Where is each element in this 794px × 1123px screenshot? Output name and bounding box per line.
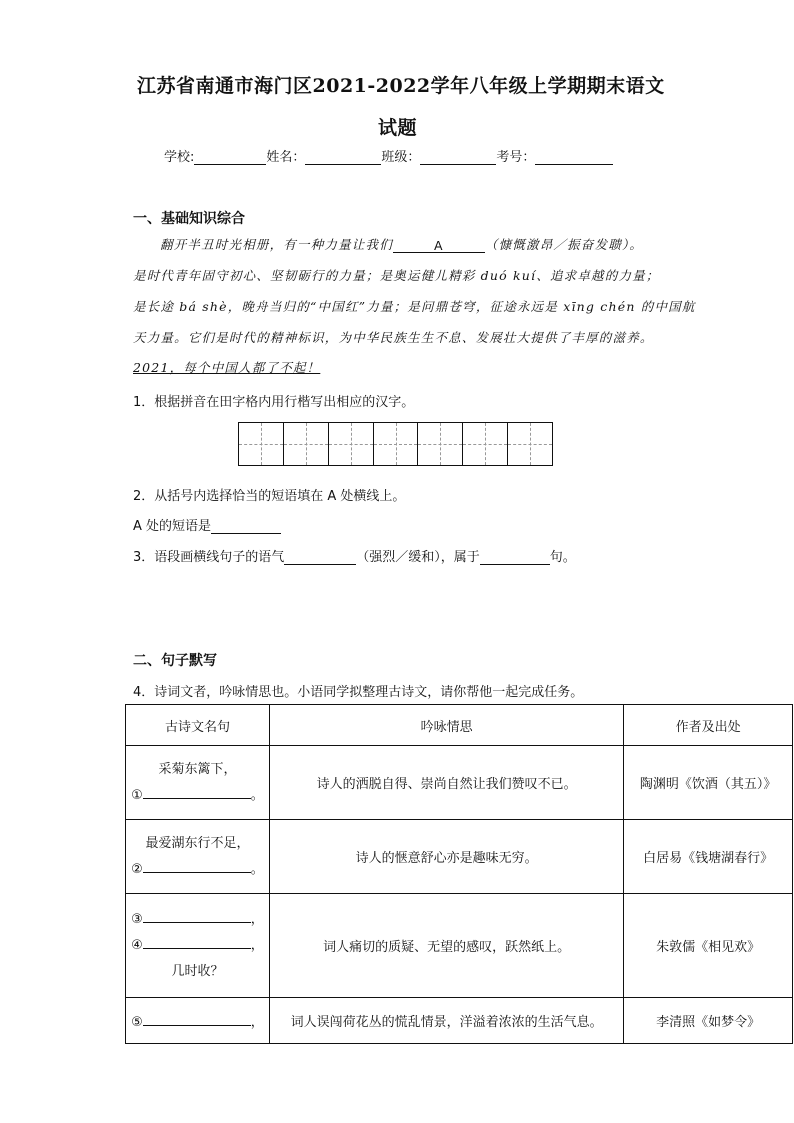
- answer-blank-5[interactable]: [143, 1012, 251, 1026]
- passage-line-5-underlined: 2021，每个中国人都了不起！: [133, 360, 321, 375]
- poem-line-cell: 采菊东篱下， ① 。: [126, 746, 270, 820]
- class-label: 班级：: [381, 150, 421, 165]
- source-cell: 朱敦儒《相见欢》: [624, 894, 793, 998]
- answer-blank-4[interactable]: [143, 935, 251, 949]
- blank-a[interactable]: A: [393, 238, 485, 253]
- question-2-answer: A 处的短语是: [133, 515, 281, 534]
- grid-cell[interactable]: [329, 423, 374, 465]
- question-2: 2．从括号内选择恰当的短语填在 A 处横线上。: [133, 489, 406, 504]
- tianzige-grid: [238, 422, 553, 466]
- section1-heading: 一、基础知识综合: [133, 211, 245, 227]
- feeling-cell: 诗人的洒脱自得、崇尚自然让我们赞叹不已。: [269, 746, 623, 820]
- source-cell: 陶渊明《饮酒（其五）》: [624, 746, 793, 820]
- grid-cell[interactable]: [284, 423, 329, 465]
- feeling-cell: 诗人的惬意舒心亦是趣味无穷。: [269, 820, 623, 894]
- poem-line-cell: ③ ， ④ ， 几时收？: [126, 894, 270, 998]
- grid-cell[interactable]: [508, 423, 552, 465]
- poem-line-cell: ⑤ ，: [126, 998, 270, 1044]
- question-4: 4．诗词文者，吟咏情思也。小语同学拟整理古诗文，请你帮他一起完成任务。: [133, 685, 584, 700]
- exam-no-field[interactable]: [535, 150, 613, 165]
- grid-cell[interactable]: [463, 423, 508, 465]
- student-info-line: [164, 146, 613, 165]
- grid-cell[interactable]: [418, 423, 463, 465]
- name-label: 姓名：: [266, 150, 306, 165]
- q3-tone-field[interactable]: [284, 550, 356, 565]
- table-row: [126, 894, 793, 998]
- table-row: [126, 820, 793, 894]
- answer-blank-3[interactable]: [143, 909, 251, 923]
- source-cell: 白居易《钱塘湖春行》: [624, 820, 793, 894]
- grid-cell[interactable]: [374, 423, 419, 465]
- page-title: 江苏省南通市海门区2021-2022学年八年级上学期期末语文: [137, 75, 665, 97]
- passage-line-1: 翻开半丑时光相册，有一种力量让我们 A （慷慨激昂／振奋发聩）。: [160, 237, 644, 253]
- table-row: [126, 746, 793, 820]
- poem-line-cell: 最爱湖东行不足， ② 。: [126, 820, 270, 894]
- table-header-row: [126, 705, 793, 746]
- school-label: 学校:: [164, 150, 195, 165]
- school-field[interactable]: [194, 150, 266, 165]
- answer-blank-2[interactable]: [143, 859, 251, 873]
- source-cell: 李清照《如梦令》: [624, 998, 793, 1044]
- grid-cell[interactable]: [239, 423, 284, 465]
- class-field[interactable]: [420, 150, 496, 165]
- feeling-cell: 词人误闯荷花丛的慌乱情景，洋溢着浓浓的生活气息。: [269, 998, 623, 1044]
- answer-blank-1[interactable]: [143, 785, 251, 799]
- page-title-line2: 试题: [378, 117, 418, 139]
- passage-line-4: 天力量。它们是时代的精神标识，为中华民族生生不息、发展壮大提供了丰厚的滋养。: [133, 330, 654, 345]
- name-field[interactable]: [305, 150, 381, 165]
- section2-heading: 二、句子默写: [133, 653, 217, 669]
- question-1: 1．根据拼音在田字格内用行楷写出相应的汉字。: [133, 395, 415, 410]
- q2-answer-field[interactable]: [211, 519, 281, 534]
- feeling-cell: 词人痛切的质疑、无望的感叹，跃然纸上。: [269, 894, 623, 998]
- exam-no-label: 考号：: [496, 150, 536, 165]
- column-header: 古诗文名句: [126, 705, 270, 746]
- table-row: [126, 998, 793, 1044]
- column-header: 作者及出处: [624, 705, 793, 746]
- question-3: 3．语段画横线句子的语气 （强烈／缓和），属于 句。: [133, 550, 576, 565]
- column-header: 吟咏情思: [269, 705, 623, 746]
- poem-table: [125, 704, 793, 1044]
- passage-line-3: 是长途 bá shè，晚舟当归的“中国红”力量；是问鼎苍穹，征途永远是 xīng chén 的中国航: [133, 299, 696, 314]
- passage-line-2: 是时代青年固守初心、坚韧砺行的力量；是奥运健儿精彩 duó kuí、追求卓越的力量；: [133, 268, 660, 283]
- q3-type-field[interactable]: [480, 550, 550, 565]
